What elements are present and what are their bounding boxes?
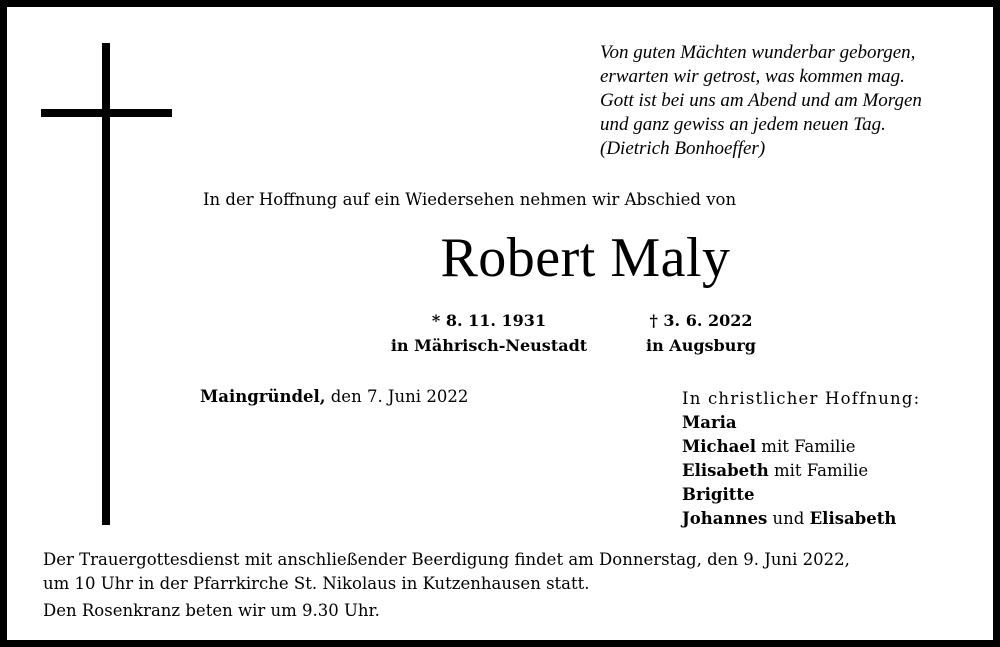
member-name-2: Elisabeth — [809, 509, 897, 528]
rosary-info: Den Rosenkranz beten wir um 9.30 Uhr. — [43, 601, 380, 620]
member-suffix: mit Familie — [768, 461, 869, 480]
member-suffix: mit Familie — [756, 437, 856, 456]
service-line: Der Trauergottesdienst mit anschließender Beerdigung findet am Donnerstag, den 9. Juni 2022, — [43, 550, 850, 569]
family-heading: In christlicher Hoffnung: — [682, 389, 921, 408]
service-line: um 10 Uhr in der Pfarrkirche St. Nikolaus in Kutzenhausen statt. — [43, 574, 590, 593]
family-member — [682, 411, 920, 435]
death-place: in Augsburg — [646, 336, 756, 355]
family-member — [682, 459, 920, 483]
place-and-date — [200, 387, 468, 406]
family-member — [682, 483, 920, 507]
member-suffix: und — [767, 509, 810, 528]
date: den 7. Juni 2022 — [325, 387, 469, 406]
death-info — [635, 308, 767, 358]
place: Maingründel, — [200, 387, 326, 406]
cross-icon-bar — [41, 109, 172, 117]
family-member — [682, 507, 920, 531]
member-name: Elisabeth — [682, 461, 769, 480]
death-date: † 3. 6. 2022 — [649, 311, 753, 330]
deceased-name: Robert Maly — [440, 227, 731, 289]
birth-place: in Mährisch-Neustadt — [390, 336, 588, 355]
poem-line: Gott ist bei uns am Abend und am Morgen — [600, 90, 922, 111]
poem-line: Von guten Mächten wunderbar geborgen, — [600, 42, 916, 63]
family-list — [682, 387, 920, 531]
poem-line: und ganz gewiss an jedem neuen Tag. — [600, 114, 886, 135]
member-name: Michael — [682, 437, 757, 456]
service-info — [43, 548, 983, 596]
member-name: Brigitte — [682, 485, 755, 504]
poem-quote — [600, 41, 990, 161]
birth-date: * 8. 11. 1931 — [431, 311, 547, 330]
intro-text: In der Hoffnung auf ein Wiedersehen nehmen wir Abschied von — [203, 190, 737, 209]
family-member — [682, 435, 920, 459]
member-name: Johannes — [682, 509, 768, 528]
poem-author: (Dietrich Bonhoeffer) — [600, 138, 766, 159]
poem-line: erwarten wir getrost, was kommen mag. — [600, 66, 905, 87]
birth-info — [379, 308, 599, 358]
member-name: Maria — [682, 413, 737, 432]
